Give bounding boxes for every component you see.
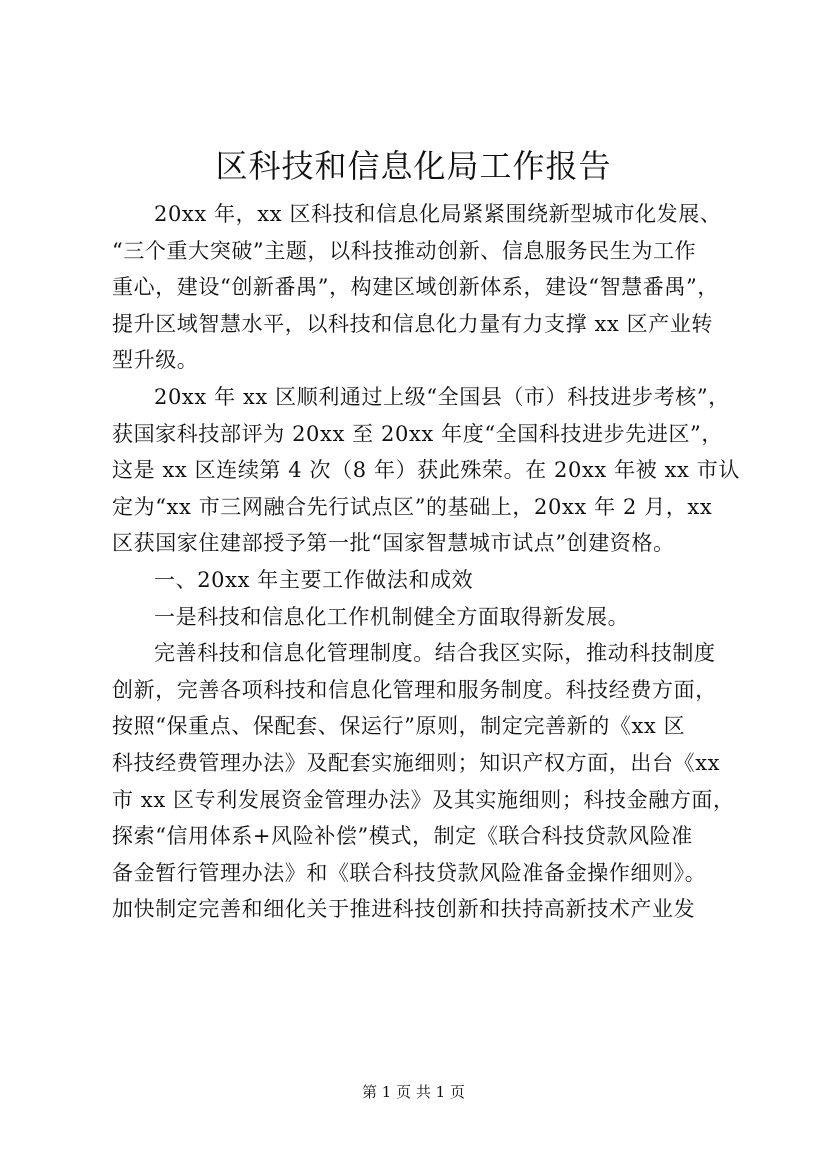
section-heading: 一、20xx 年主要工作做法和成效 [154, 567, 474, 592]
paragraph-line: 科技经费管理办法》及配套实施细则；知识产权方面，出台《xx [112, 750, 721, 775]
paragraph-line: “三个重大突破”主题，以科技推动创新、信息服务民生为工作 [112, 238, 697, 263]
page-footer: 第 1 页 共 1 页 [362, 1083, 465, 1101]
paragraph-line: 区获国家住建部授予第一批“国家智慧城市试点”创建资格。 [112, 531, 675, 556]
paragraph-line: 这是 xx 区连续第 4 次（8 年）获此殊荣。在 20xx 年被 xx 市认 [112, 458, 740, 483]
paragraph-line: 按照“保重点、保配套、保运行”原则，制定完善新的《xx 区 [112, 714, 686, 739]
paragraph-line: 20xx 年 xx 区顺利通过上级“全国县（市）科技进步考核”， [154, 384, 730, 409]
paragraph-line: 重心，建设“创新番禺”，构建区域创新体系，建设“智慧番禺”， [112, 275, 719, 300]
paragraph-line: 创新，完善各项科技和信息化管理和服务制度。科技经费方面， [112, 677, 717, 702]
document-body [112, 196, 752, 928]
paragraph-line: 提升区域智慧水平，以科技和信息化力量有力支撑 xx 区产业转 [112, 311, 714, 336]
document-title: 区科技和信息化局工作报告 [215, 147, 612, 185]
paragraph-line: 获国家科技部评为 20xx 至 20xx 年度“全国科技进步先进区”， [112, 421, 723, 446]
paragraph-line: 市 xx 区专利发展资金管理办法》及其实施细则；科技金融方面， [112, 787, 735, 812]
paragraph-line: 完善科技和信息化管理制度。结合我区实际，推动科技制度 [154, 641, 716, 666]
paragraph-line: 加快制定完善和细化关于推进科技创新和扶持高新技术产业发 [112, 897, 696, 922]
paragraph-line: 型升级。 [112, 348, 199, 373]
subsection-heading: 一是科技和信息化工作机制健全方面取得新发展。 [154, 604, 630, 629]
paragraph-line: 定为“xx 市三网融合先行试点区”的基础上，20xx 年 2 月，xx [112, 494, 713, 519]
paragraph-line: 20xx 年，xx 区科技和信息化局紧紧围绕新型城市化发展、 [154, 202, 722, 226]
paragraph-line: 备金暂行管理办法》和《联合科技贷款风险准备金操作细则》。 [112, 860, 707, 885]
paragraph-line: 探索“信用体系+风险补偿”模式，制定《联合科技贷款风险准 [112, 824, 693, 849]
